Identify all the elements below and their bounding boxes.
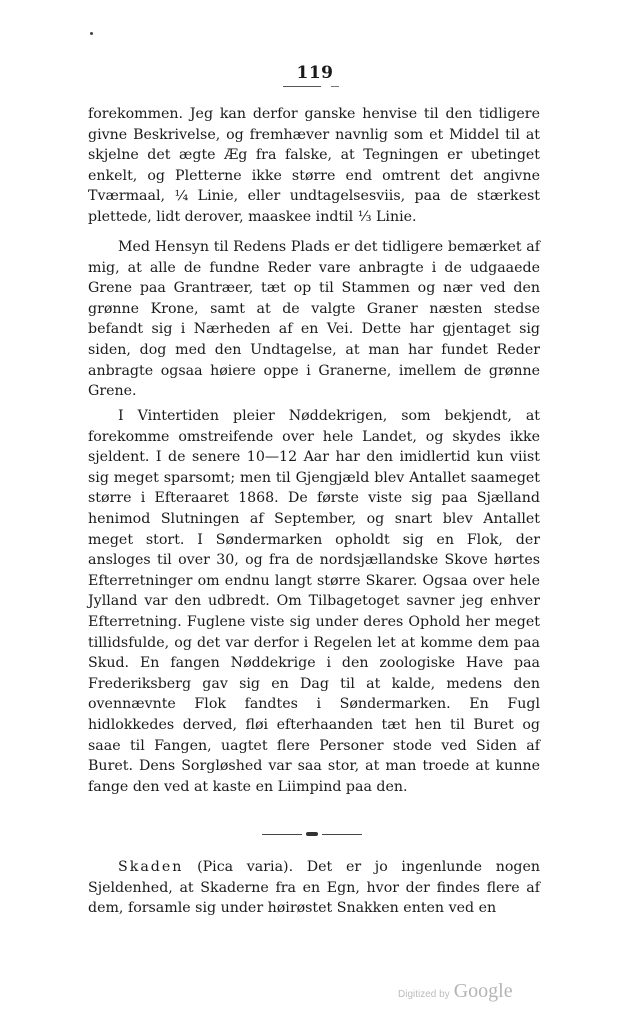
page-number: 119: [296, 63, 334, 83]
paragraph-text: I Vintertiden pleier Nøddekrigen, som bekjendt, at forekomme omstreifende over hele Landet, og skydes ikke sjeldent. I de senere 10—12 Aar har den imidlertid kun viist sig meget sparsomt; men til Gjengjæld blev Antallet saameget større i Efteraaret 1868. De første viste sig paa Sjælland henimod Slutningen af September, og snart blev Antallet meget stort. I Søndermarken opholdt sig en Flok, der ansloges til over 30, og fra de nordsjællandske Skove hørtes Efterretninger om endnu langt større Skarer. Ogsaa over hele Jylland var den udbredt. Om Tilbagetoget savner jeg enhver Efterretning. Fuglene viste sig under deres Ophold her meget tillidsfulde, og det var derfor i Regelen let at komme dem paa Skud. En fangen Nøddekrige i den zoologiske Have paa Frederiksberg gav sig en Dag til at kalde, medens den ovennævnte Flok fandtes i Søndermarken. En Fugl hidlokkedes derved, fløi efterhaanden tæt hen til Buret og saae til Fangen, uagtet flere Personer stode ved Siden af Buret. Dens Sorgløshed var saa stor, at man troede at kunne fange den ved at kaste en Liimpind paa den.: [88, 408, 540, 795]
google-logo: Google: [453, 980, 513, 1002]
page-number-rule-tail: [331, 86, 339, 87]
paragraph-2: [88, 237, 540, 402]
paragraph-text: forekommen. Jeg kan derfor ganske henvise til den tidligere givne Beskrivelse, og fremhæver navnlig som et Middel til at skjelne det ægte Æg fra falske, at Tegningen er ubetinget enkelt, og Pletterne ikke større end omtrent det angivne Tværmaal, ¼ Linie, eller undtagelsesviis, paa de stærkest plettede, lidt derover, maaskee indtil ⅓ Linie.: [88, 106, 540, 225]
species-latin: (Pica varia).: [197, 859, 294, 875]
section-paragraph: [88, 857, 540, 919]
page-number-rule: [283, 86, 321, 87]
speck: [90, 32, 93, 35]
section-text: Det er jo ingenlunde nogen Sjeldenhed, at Skaderne fra en Egn, hvor der findes flere af dem, forsamle sig under høirøstet Snakken enten ved en: [88, 859, 540, 917]
digitized-label: Digitized by: [398, 989, 450, 1000]
paragraph-3: [88, 406, 540, 797]
paragraph-1: [88, 104, 540, 228]
section-separator: [262, 832, 362, 838]
species-name: Skaden: [118, 859, 184, 875]
paragraph-4: [88, 857, 540, 919]
digitized-footer: [398, 980, 528, 1004]
paragraph-text: Med Hensyn til Redens Plads er det tidligere bemærket af mig, at alle de fundne Reder vare anbragte i de udgaaede Grene paa Grantræer, tæt op til Stammen og nær ved den grønne Krone, samt at de valgte Graner næsten stedse befandt sig i Nærheden af en Vei. Dette har gjentaget sig siden, dog med den Undtagelse, at man har fundet Reder anbragte ogsaa høiere oppe i Granerne, imellem de grønne Grene.: [88, 239, 540, 400]
